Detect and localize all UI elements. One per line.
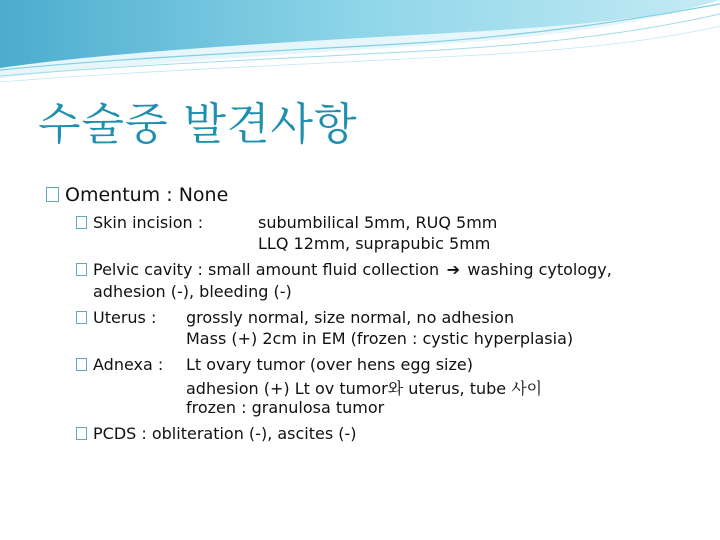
adnexa-item xyxy=(76,355,163,374)
uterus-label: Uterus : xyxy=(93,308,157,327)
square-bullet-icon xyxy=(76,311,87,324)
pelvic-cavity-item xyxy=(76,260,612,279)
omentum-separator: : xyxy=(166,184,173,206)
adnexa-line2: adhesion (+) Lt ov tumor와 uterus, tube 사이 xyxy=(186,379,543,398)
skin-incision-label: Skin incision : xyxy=(93,213,204,232)
pcds-text: PCDS : obliteration (-), ascites (-) xyxy=(93,424,357,443)
pelvic-cavity-line2: adhesion (-), bleeding (-) xyxy=(93,282,292,301)
skin-incision-line2: LLQ 12mm, suprapubic 5mm xyxy=(258,234,491,253)
adnexa-label: Adnexa : xyxy=(93,355,164,374)
uterus-line1: grossly normal, size normal, no adhesion xyxy=(186,308,515,327)
pelvic-cavity-text: Pelvic cavity : small amount fluid collection xyxy=(93,260,440,279)
adnexa-line1: Lt ovary tumor (over hens egg size) xyxy=(186,355,473,374)
square-bullet-icon xyxy=(76,263,87,276)
square-bullet-icon xyxy=(76,427,87,440)
adnexa-line3: frozen : granulosa tumor xyxy=(186,398,385,417)
header-wave-decoration xyxy=(0,0,720,90)
omentum-line xyxy=(46,184,228,206)
pcds-item xyxy=(76,424,357,443)
omentum-value: None xyxy=(178,184,229,206)
uterus-item xyxy=(76,308,156,327)
right-arrow-icon: ➔ xyxy=(446,260,460,279)
square-bullet-icon xyxy=(46,187,59,202)
skin-incision-line1: subumbilical 5mm, RUQ 5mm xyxy=(258,213,498,232)
omentum-label: Omentum xyxy=(65,184,161,206)
slide-title: 수술중 발견사항 xyxy=(38,99,358,150)
skin-incision-item xyxy=(76,213,203,232)
square-bullet-icon xyxy=(76,216,87,229)
pelvic-cavity-after-arrow: washing cytology, xyxy=(467,260,612,279)
uterus-line2: Mass (+) 2cm in EM (frozen : cystic hyperplasia) xyxy=(186,329,574,348)
square-bullet-icon xyxy=(76,358,87,371)
